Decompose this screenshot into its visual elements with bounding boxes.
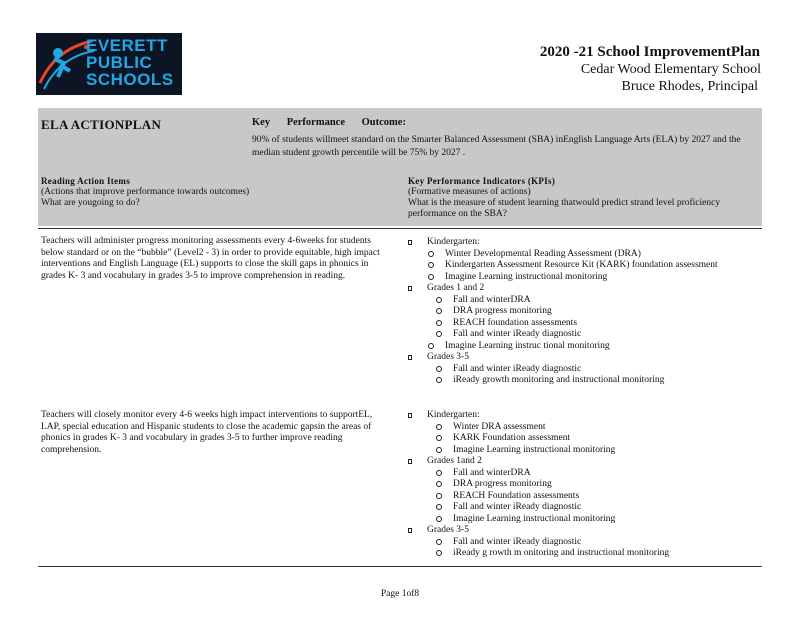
- kpi-item: Winter DRA assessment: [408, 422, 753, 434]
- circle-bullet-icon: [436, 377, 442, 383]
- kpi-item: iReady g rowth m onitoring and instructional monitoring: [408, 548, 753, 560]
- plan-title: 2020 -21 School ImprovementPlan: [539, 44, 760, 60]
- page-number: Page 1of8: [380, 589, 420, 599]
- circle-bullet-icon: [436, 331, 442, 337]
- square-bullet-icon: [408, 459, 412, 464]
- logo-line-2: PUBLIC: [86, 53, 153, 72]
- kpi-group: Grades 1 and 2: [408, 283, 753, 295]
- kpi-item: Winter Developmental Reading Assessment (DRA): [408, 249, 753, 261]
- column-question: What are yougoing to do?: [41, 198, 140, 208]
- kpi-list: [408, 237, 753, 387]
- circle-bullet-icon: [436, 435, 442, 441]
- kpi-item: Fall and winterDRA: [408, 468, 753, 480]
- square-bullet-icon: [408, 240, 412, 245]
- kpi-item: Fall and winter iReady diagnostic: [408, 502, 753, 514]
- square-bullet-icon: [408, 286, 412, 291]
- kpi-group: Grades 1and 2: [408, 456, 753, 468]
- column-heading: Reading Action Items: [41, 176, 130, 186]
- divider: [38, 566, 762, 567]
- action-item: Teachers will administer progress monitoring assessments every 4-6weeks for students below standard or on the “bubble” (Level2 - 3) in order to provide equitable, high impact interventions and English Language (EL) supports to close the skill gaps in phonics in grades K- 3 and vocabulary in grades 3-5 to improve comprehension in reading.: [41, 236, 380, 281]
- ela-action-plan-title: ELA ACTIONPLAN: [41, 117, 162, 132]
- circle-bullet-icon: [428, 343, 434, 349]
- kpi-item: Kindergarten Assessment Resource Kit (KARK) foundation assessment: [408, 260, 753, 272]
- kpi-item: REACH foundation assessments: [408, 318, 753, 330]
- column-heading: Key Performance Indicators (KPIs): [408, 176, 556, 186]
- circle-bullet-icon: [428, 262, 434, 268]
- kpi-item: DRA progress monitoring: [408, 479, 753, 491]
- column-question: What is the measure of student learning thatwould predict strand level proficiency performance on the SBA?: [408, 198, 721, 219]
- column-subheading: (Formative measures of actions): [408, 187, 531, 197]
- circle-bullet-icon: [436, 424, 442, 430]
- kpi-item: Imagine Learning instructional monitoring: [408, 514, 753, 526]
- circle-bullet-icon: [436, 320, 442, 326]
- circle-bullet-icon: [428, 251, 434, 257]
- kpi-item: Imagine Learning instruc tional monitoring: [408, 341, 753, 353]
- school-name: Cedar Wood Elementary School: [580, 62, 761, 77]
- logo-line-3: SCHOOLS: [86, 70, 174, 89]
- circle-bullet-icon: [436, 297, 442, 303]
- circle-bullet-icon: [436, 481, 442, 487]
- kpi-item: Fall and winter iReady diagnostic: [408, 364, 753, 376]
- reading-action-items-header: [41, 176, 381, 209]
- kpi-group: Grades 3-5: [408, 525, 753, 537]
- principal-name: Bruce Rhodes, Principal: [621, 79, 758, 94]
- circle-bullet-icon: [436, 366, 442, 372]
- logo-line-1: EVERETT: [86, 36, 168, 55]
- circle-bullet-icon: [436, 550, 442, 556]
- circle-bullet-icon: [436, 516, 442, 522]
- key-performance-outcome-label: Key Performance Outcome:: [252, 117, 406, 128]
- square-bullet-icon: [408, 528, 412, 533]
- square-bullet-icon: [408, 413, 412, 418]
- kpi-list: [408, 410, 753, 560]
- key-performance-outcome-text: 90% of students willmeet standard on the Smarter Balanced Assessment (SBA) inEnglish Language Arts (ELA) by 2027 and the median student growth percentile will be 75% by 2027 .: [252, 135, 741, 158]
- circle-bullet-icon: [436, 308, 442, 314]
- circle-bullet-icon: [436, 447, 442, 453]
- kpi-group: Kindergarten:: [408, 237, 753, 249]
- circle-bullet-icon: [436, 470, 442, 476]
- kpi-item: KARK Foundation assessment: [408, 433, 753, 445]
- kpi-item: Imagine Learning instructional monitoring: [408, 272, 753, 284]
- kpi-header: [408, 176, 748, 220]
- kpi-item: iReady growth monitoring and instructional monitoring: [408, 375, 753, 387]
- kpi-item: REACH Foundation assessments: [408, 491, 753, 503]
- divider: [38, 228, 762, 229]
- action-item: Teachers will closely monitor every 4-6 weeks high impact interventions to supportEL, LAP, special education and Hispanic students to close the academic gapsin the areas of phonics in grades K- 3 and vocabulary in grades 3-5 to further improve reading comprehension.: [41, 410, 373, 455]
- circle-bullet-icon: [436, 539, 442, 545]
- column-subheading: (Actions that improve performance towards outcomes): [41, 187, 250, 197]
- circle-bullet-icon: [436, 493, 442, 499]
- kpi-item: Imagine Learning instructional monitoring: [408, 445, 753, 457]
- kpi-item: Fall and winter iReady diagnostic: [408, 329, 753, 341]
- circle-bullet-icon: [436, 504, 442, 510]
- circle-bullet-icon: [428, 274, 434, 280]
- district-logo: [36, 33, 182, 95]
- kpi-group: Kindergarten:: [408, 410, 753, 422]
- kpi-group: Grades 3-5: [408, 352, 753, 364]
- kpi-item: DRA progress monitoring: [408, 306, 753, 318]
- kpi-item: Fall and winterDRA: [408, 295, 753, 307]
- square-bullet-icon: [408, 355, 412, 360]
- kpi-item: Fall and winter iReady diagnostic: [408, 537, 753, 549]
